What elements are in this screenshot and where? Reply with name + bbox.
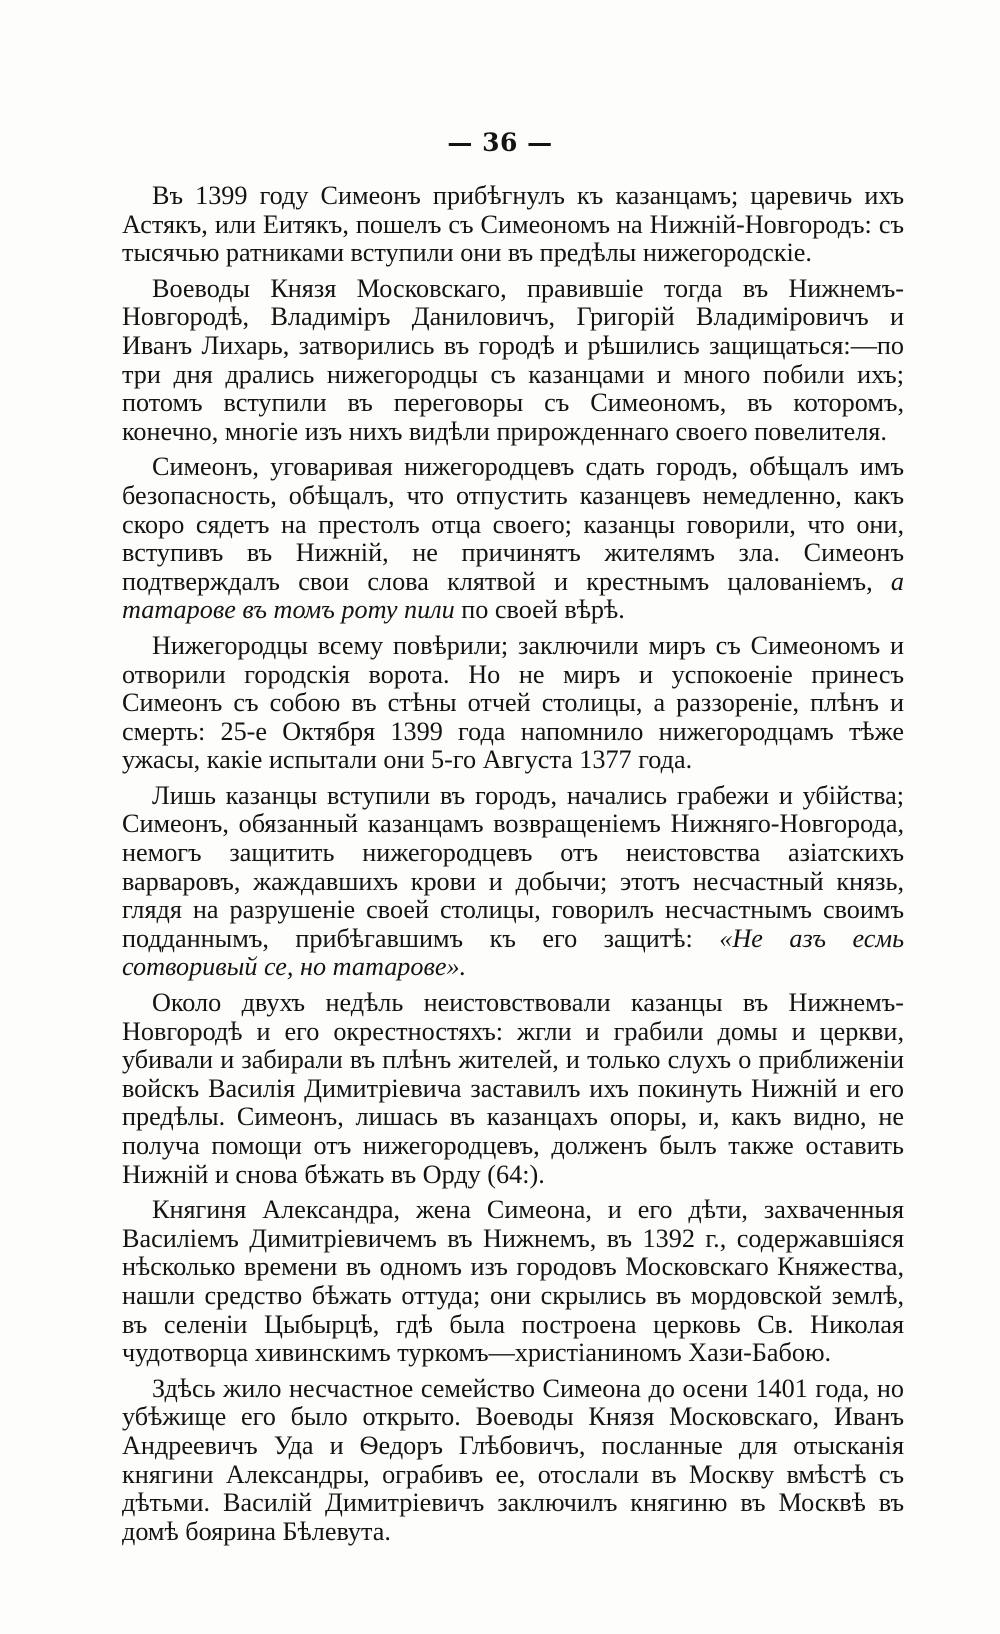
paragraph bbox=[122, 275, 904, 447]
italic-quote: а татарове въ томъ роту пили bbox=[122, 566, 904, 625]
paragraph-text: Княгиня Александра, жена Симеона, и его дѣти, захваченныя Василіемъ Димитріевичемъ въ Нижнемъ, въ 1392 г., содержавшіяся нѣсколько времени въ одномъ изъ городовъ Московскаго Княжества, нашли средство бѣжать оттуда; они скрылись въ мордовской землѣ, въ селеніи Цыбырцѣ, гдѣ была построена церковь Св. Николая чудотворца хивинскимъ туркомъ—христіаниномъ Хази-Бабою. bbox=[122, 1195, 904, 1368]
paragraph-text: Здѣсь жило несчастное семейство Симеона до осени 1401 года, но убѣжище его было открыто. Воеводы Князя Московскаго, Иванъ Андреевичъ Уда и Ѳедоръ Глѣбовичъ, посланные для отысканія княгини Александры, ограбивъ ее, отослали въ Москву вмѣстѣ съ дѣтьми. Василій Димитріевичъ заключилъ княгиню въ Москвѣ въ домѣ боярина Бѣлевута. bbox=[122, 1373, 904, 1546]
paragraph-text: Воеводы Князя Московскаго, правившіе тогда въ Нижнемъ-Новгородѣ, Владиміръ Даниловичъ, Григорій Владиміровичъ и Иванъ Лихарь, затворились въ городѣ и рѣшились защищаться:—по три дня дрались нижегородцы съ казанцами и много побили ихъ; потомъ вступили въ переговоры съ Симеономъ, въ которомъ, конечно, многіе изъ нихъ видѣли прирожденнаго своего повелителя. bbox=[122, 273, 904, 446]
paragraph bbox=[122, 1375, 904, 1547]
italic-quote: «Не азъ есмь сотворивый се, но татарове». bbox=[122, 923, 904, 982]
paragraph-text: Въ 1399 году Симеонъ прибѣгнулъ къ казанцамъ; царевичь ихъ Астякъ, или Еитякъ, пошелъ съ Симеономъ на Нижній-Новгородъ: съ тысячью ратниками вступили они въ предѣлы нижегородскіе. bbox=[122, 181, 904, 268]
page-number: — 36 — bbox=[447, 128, 553, 157]
page-body bbox=[122, 182, 904, 1553]
paragraph bbox=[122, 989, 904, 1189]
paragraph bbox=[122, 182, 904, 268]
paragraph-text: Около двухъ недѣль неистовствовали казанцы въ Нижнемъ-Новгородѣ и его окрестностяхъ: жгли и грабили домы и церкви, убивали и забирали въ плѣнъ жителей, и только слухъ о приближеніи войскъ Василія Димитріевича заставилъ ихъ покинуть Нижній и его предѣлы. Симеонъ, лишась въ казанцахъ опоры, и, какъ видно, не получа помощи отъ нижегородцевъ, долженъ былъ также оставить Нижній и снова бѣжать въ Орду (64:). bbox=[122, 988, 904, 1189]
paragraph-text: по своей вѣрѣ. bbox=[454, 595, 625, 625]
paragraph-text: Нижегородцы всему повѣрили; заключили миръ съ Симеономъ и отворили городскія ворота. Но не миръ и успокоеніе принесъ Симеонъ съ собою въ стѣны отчей столицы, а раззореніе, плѣнъ и смерть: 25-е Октября 1399 года напомнило нижегородцамъ тѣже ужасы, какіе испытали они 5-го Августа 1377 года. bbox=[122, 630, 904, 775]
paragraph bbox=[122, 632, 904, 775]
paragraph bbox=[122, 453, 904, 625]
paragraph bbox=[122, 782, 904, 982]
paragraph-text: Лишь казанцы вступили въ городъ, начались грабежи и убійства; Симеонъ, обязанный казанцамъ возвращеніемъ Нижняго-Новгорода, немогъ защитить нижегородцевъ отъ неистовства азіатскихъ варваровъ, жаждавшихъ крови и добычи; этотъ несчастный князь, глядя на разрушеніе своей столицы, говорилъ несчастнымъ своимъ подданнымъ, прибѣгавшимъ къ его защитѣ: bbox=[122, 780, 904, 953]
paragraph bbox=[122, 1196, 904, 1368]
paragraph-text: Симеонъ, уговаривая нижегородцевъ сдать городъ, обѣщалъ имъ безопасность, обѣщалъ, что отпустить казанцевъ немедленно, какъ скоро сядетъ на престолъ отца своего; казанцы говорили, что они, вступивъ въ Нижній, не причинятъ жителямъ зла. Симеонъ подтверждалъ свои слова клятвой и крестнымъ цалованіемъ, bbox=[122, 452, 904, 596]
